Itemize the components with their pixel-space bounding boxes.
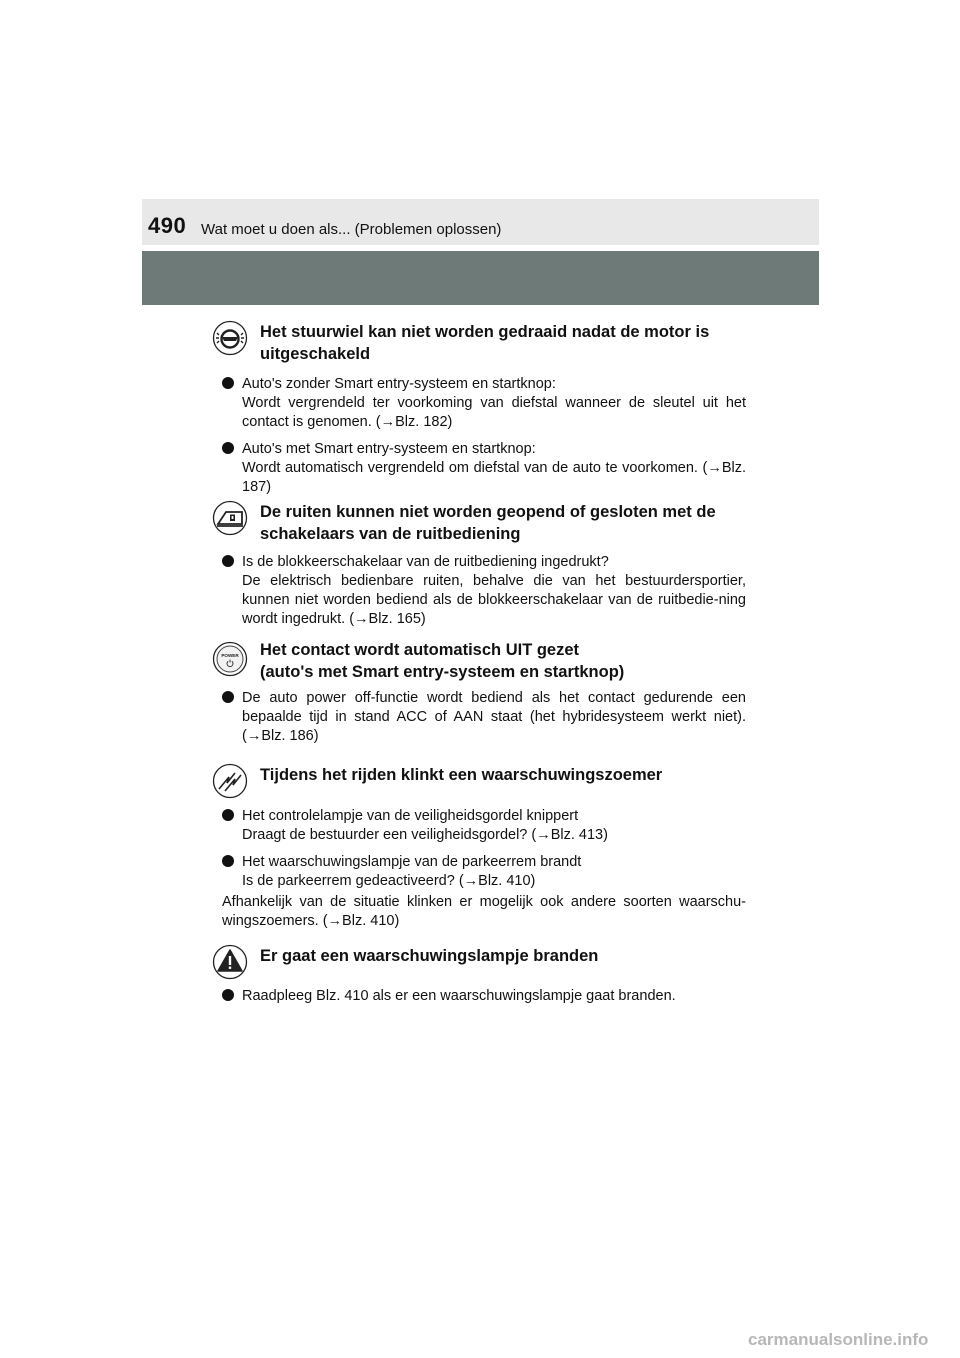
section-heading: Het stuurwiel kan niet worden gedraaid nadat de motor is uitgeschakeld	[260, 323, 710, 363]
note-paragraph: Afhankelijk van de situatie klinken er mogelijk ook andere soorten waarschu-wingszoemers. (→Blz. 410)	[222, 894, 746, 929]
page-number: 490	[148, 213, 187, 238]
buzzer-icon	[212, 763, 248, 799]
list-item: De auto power off-functie wordt bediend als het contact gedurende een bepaalde tijd in stand ACC of AAN staat (het hybridesysteem werkt niet). (→Blz. 186)	[222, 689, 746, 746]
power-label: POWER	[221, 653, 239, 658]
header-title: Wat moet u doen als... (Problemen oplossen)	[201, 221, 502, 238]
list-item: Raadpleeg Blz. 410 als er een waarschuwingslampje gaat branden.	[222, 987, 746, 1006]
bullet-icon	[222, 377, 234, 389]
section-banner	[142, 251, 819, 305]
list-item: Auto's zonder Smart entry-systeem en startknop: Wordt vergrendeld ter voorkoming van diefstal wanneer de sleutel uit het contact is genomen. (→Blz. 182)	[222, 375, 746, 432]
bullet-icon	[222, 855, 234, 867]
section-heading: De ruiten kunnen niet worden geopend of gesloten met de schakelaars van de ruitbediening	[260, 503, 716, 543]
list-item: Is de blokkeerschakelaar van de ruitbediening ingedrukt? De elektrisch bedienbare ruiten, behalve die van het bestuurdersportier, kunnen niet worden bediend als de blokkeerschakelaar van de ruitbedie-ning wordt ingedrukt. (→Blz. 165)	[222, 553, 746, 629]
list-item: Het controlelampje van de veiligheidsgordel knippert Draagt de bestuurder een veiligheidsgordel? (→Blz. 413)	[222, 807, 746, 845]
section-heading: Er gaat een waarschuwingslampje branden	[260, 947, 599, 965]
warning-triangle-icon	[212, 944, 248, 980]
bullet-icon	[222, 442, 234, 454]
bullet-icon	[222, 989, 234, 1001]
bullet-icon	[222, 555, 234, 567]
steering-lock-icon	[212, 320, 248, 356]
watermark: carmanualsonline.info	[748, 1330, 929, 1349]
list-item: Het waarschuwingslampje van de parkeerrem brandt Is de parkeerrem gedeactiveerd? (→Blz. 410)	[222, 853, 746, 891]
power-button-icon	[212, 641, 248, 677]
window-lock-icon	[212, 500, 248, 536]
section-heading: Het contact wordt automatisch UIT gezet (auto's met Smart entry-systeem en startknop)	[260, 641, 625, 681]
bullet-icon	[222, 691, 234, 703]
section-heading: Tijdens het rijden klinkt een waarschuwingszoemer	[260, 766, 663, 784]
bullet-icon	[222, 809, 234, 821]
list-item: Auto's met Smart entry-systeem en startknop: Wordt automatisch vergrendeld om diefstal van de auto te voorkomen. (→Blz. 187)	[222, 440, 746, 497]
